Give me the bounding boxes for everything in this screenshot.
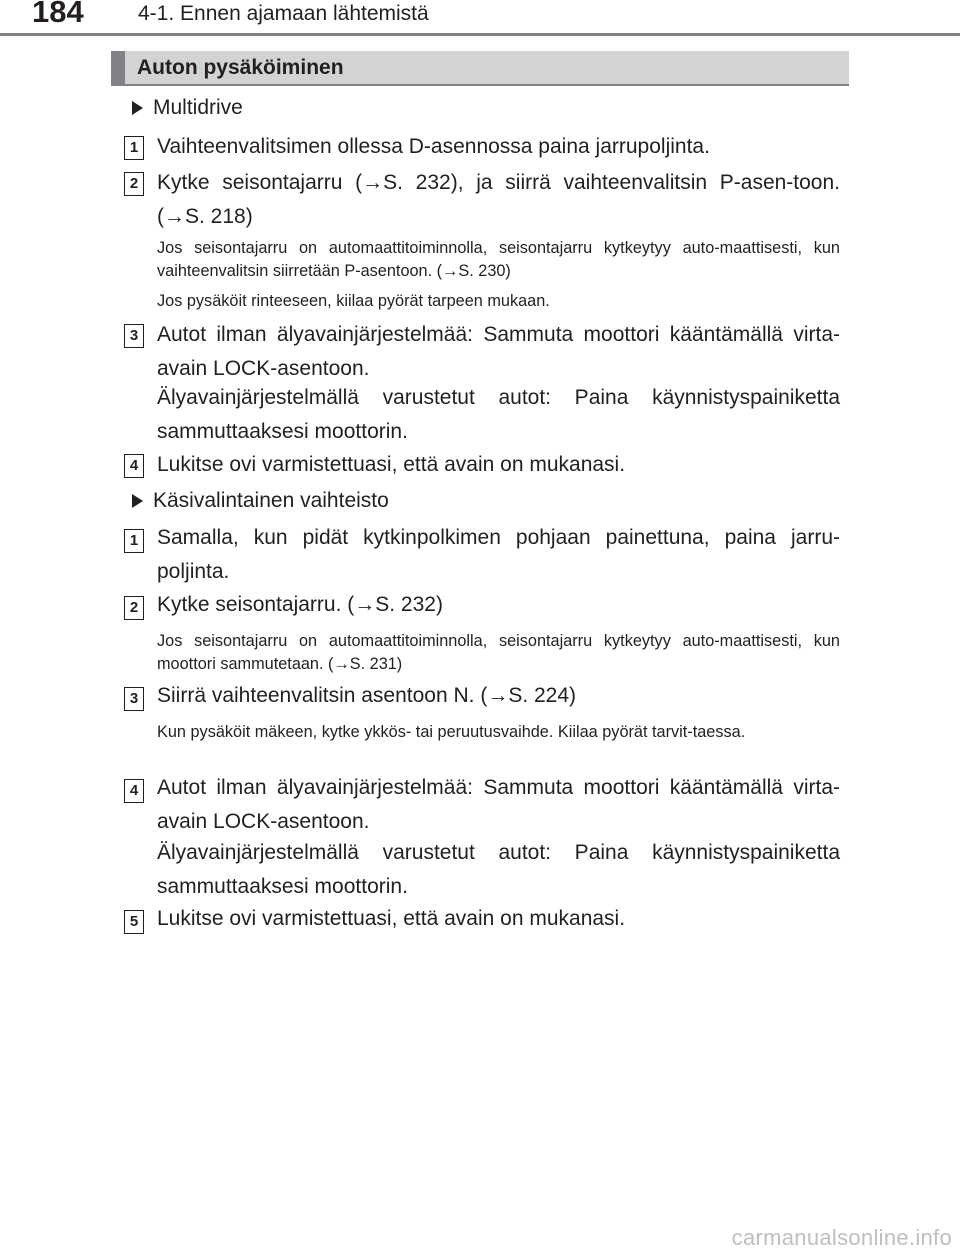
step-text: Autot ilman älyavainjärjestelmää: Sammuta moottori kääntämällä virta-avain LOCK-asentoon. [157, 776, 840, 833]
step-text: Samalla, kun pidät kytkinpolkimen pohjaan painettuna, paina jarru-poljinta. [157, 526, 840, 583]
chapter-title: 4-1. Ennen ajamaan lähtemistä [138, 2, 429, 25]
note-text: Jos seisontajarru on automaattitoiminnolla, seisontajarru kytkeytyy auto-maattisesti, kun vaihteenvalitsin siirretään P-asentoon. (→S. 230) [157, 239, 840, 280]
section-heading-marker [111, 51, 125, 84]
step-text: Kytke seisontajarru. (→S. 232) [157, 593, 443, 616]
step-number-badge: 2 [124, 596, 144, 620]
step-text: Vaihteenvalitsimen ollessa D-asennossa paina jarrupoljinta. [157, 135, 710, 158]
page-number: 184 [32, 0, 84, 29]
step-text: Älyavainjärjestelmällä varustetut autot: Paina käynnistyspainiketta sammuttaaksesi moottorin. [157, 841, 840, 898]
step-number-badge: 5 [124, 910, 144, 934]
watermark: carmanualsonline.info [731, 1225, 952, 1250]
triangle-bullet-icon [132, 494, 143, 508]
step-number-badge: 3 [124, 324, 144, 348]
note-text: Kun pysäköit mäkeen, kytke ykkös- tai peruutusvaihde. Kiilaa pyörät tarvit-taessa. [157, 723, 746, 741]
section-heading-title: Auton pysäköiminen [137, 56, 344, 79]
triangle-bullet-icon [132, 101, 143, 115]
section-heading [111, 51, 849, 86]
subheading-multidrive-label: Multidrive [153, 96, 243, 119]
note-text: Jos pysäköit rinteeseen, kiilaa pyörät tarpeen mukaan. [157, 292, 550, 310]
subheading-multidrive [132, 91, 243, 125]
step-number-badge: 4 [124, 454, 144, 478]
step-number-badge: 4 [124, 779, 144, 803]
step-text: Siirrä vaihteenvalitsin asentoon N. (→S. 224) [157, 684, 577, 707]
header-rule [0, 33, 960, 36]
step-text: Lukitse ovi varmistettuasi, että avain on mukanasi. [157, 907, 626, 930]
step-text: Kytke seisontajarru (→S. 232), ja siirrä vaihteenvalitsin P-asen-toon. (→S. 218) [157, 171, 840, 228]
step-number-badge: 1 [124, 136, 144, 160]
subheading-manual [132, 484, 389, 518]
step-number-badge: 1 [124, 529, 144, 553]
step-text: Älyavainjärjestelmällä varustetut autot: Paina käynnistyspainiketta sammuttaaksesi moottorin. [157, 386, 840, 443]
step-text: Lukitse ovi varmistettuasi, että avain on mukanasi. [157, 453, 626, 476]
step-number-badge: 3 [124, 687, 144, 711]
subheading-manual-label: Käsivalintainen vaihteisto [153, 489, 389, 512]
step-number-badge: 2 [124, 172, 144, 196]
note-text: Jos seisontajarru on automaattitoiminnolla, seisontajarru kytkeytyy auto-maattisesti, kun moottori sammutetaan. (→S. 231) [157, 632, 840, 673]
step-text: Autot ilman älyavainjärjestelmää: Sammuta moottori kääntämällä virta-avain LOCK-asentoon. [157, 323, 840, 380]
